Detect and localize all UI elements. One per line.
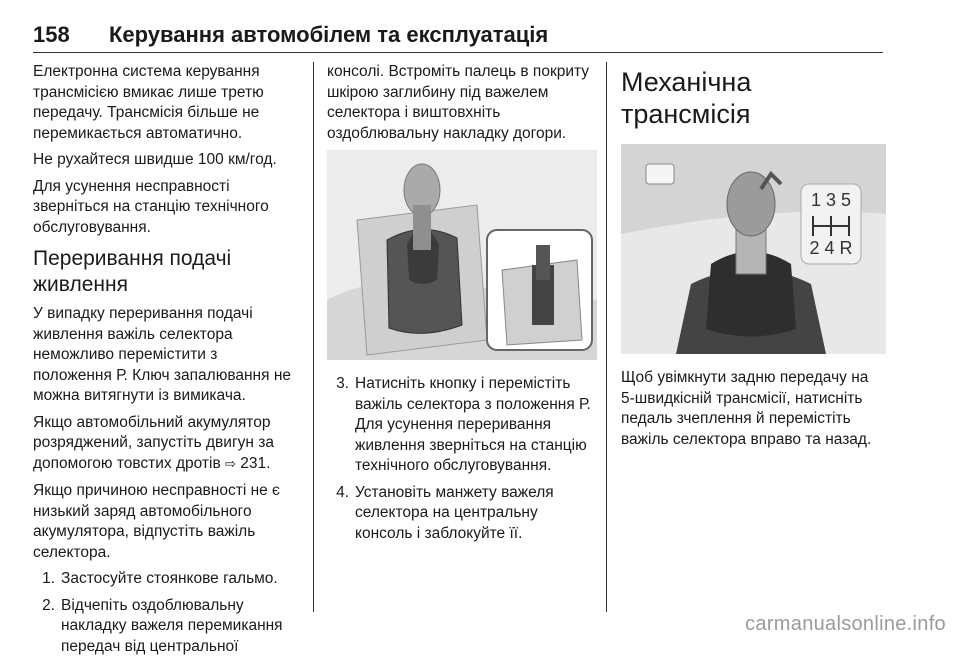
watermark-logo: carmanualsonline.info	[745, 613, 946, 635]
manual-gear-lever-illustration	[621, 144, 886, 354]
gear-pattern-bottom: 2 4 R	[809, 238, 853, 258]
paragraph: Якщо автомобільний акумулятор розряджений, запустіть двигун за допомогою товстих дротів ⇨ 231.	[33, 413, 274, 472]
paragraph: Щоб увімкнути задню передачу на 5-швидкісній трансмісії, натисніть педаль зчеплення й перемістіть важіль селектора вправо та назад.	[621, 369, 872, 448]
gear-pattern-top: 1 3 5	[810, 190, 852, 210]
column-2	[327, 62, 597, 550]
column-divider-2	[606, 62, 607, 612]
list-item: 4. Установіть манжету важеля селектора на центральну консоль і заблокуйте її.	[336, 483, 554, 542]
page-number: 158	[33, 22, 70, 47]
page-title: Керування автомобілем та експлуатація	[109, 22, 549, 47]
list-item: 1. Застосуйте стоянкове гальмо.	[42, 570, 278, 587]
section-heading: Механічна трансмісія	[621, 67, 752, 129]
paragraph: Електронна система керування трансмісією вмикає лише третю передачу. Трансмісія більше не перемикається автоматично.	[33, 63, 264, 142]
header-divider	[33, 52, 883, 53]
paragraph: Якщо причиною несправності не є низький заряд автомобільного акумулятора, відпустіть важіль селектора.	[33, 482, 280, 561]
selector-lever-illustration	[327, 150, 597, 360]
paragraph: Не рухайтеся швидше 100 км/год.	[33, 151, 277, 168]
paragraph: У випадку переривання подачі живлення важіль селектора неможливо перемістити з положення Р. Ключ запалювання не можна витягнути із вимикача.	[33, 305, 291, 404]
list-item: 2. Відчепіть оздоблювальну накладку важеля перемикання передач від центральної	[42, 596, 283, 655]
paragraph: консолі. Встроміть палець в покриту шкірою заглибину під важелем селектора і виштовхніть оздоблювальну накладку догори.	[327, 63, 590, 142]
column-divider-1	[313, 62, 314, 612]
page-reference-arrow-icon: ⇨	[225, 456, 236, 472]
column-1	[33, 62, 298, 663]
page-reference-link[interactable]: 231.	[240, 454, 271, 472]
paragraph: Для усунення несправності зверніться на станцію технічного обслуговування.	[33, 177, 269, 236]
list-item: 3. Натисніть кнопку і перемістіть важіль селектора з положення Р. Для усунення переривання живлення зверніться на станцію технічного обслуговування.	[336, 375, 591, 474]
section-heading: Переривання подачі живлення	[33, 247, 232, 296]
page-header	[33, 22, 883, 52]
column-3	[621, 62, 886, 456]
